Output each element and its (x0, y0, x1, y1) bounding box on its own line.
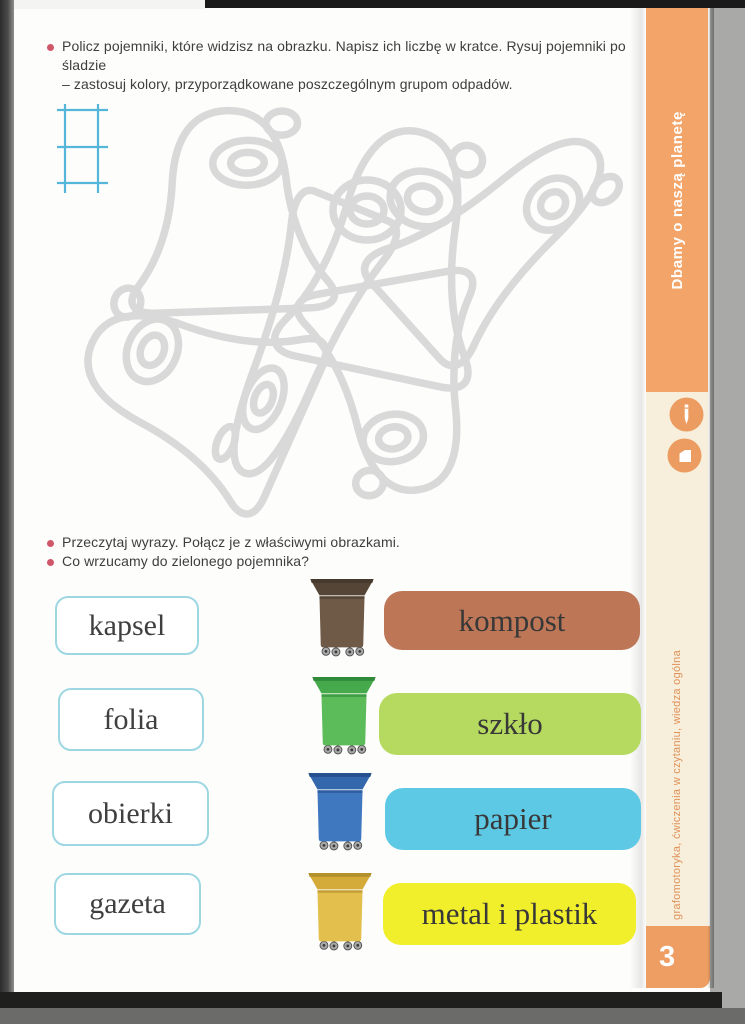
word-label: obierki (88, 796, 173, 830)
label-text: papier (474, 801, 552, 836)
word-label: kapsel (88, 608, 166, 642)
word-label: gazeta (89, 887, 166, 920)
word-box-folia[interactable] (58, 688, 204, 751)
label-szklo[interactable] (379, 693, 641, 755)
label-papier[interactable] (385, 788, 641, 850)
scan-background-bottom (0, 1008, 745, 1024)
word-label: folia (103, 702, 159, 736)
sidebar-footer-text: grafomotoryka, ćwiczenia w czytaniu, wiedza ogólna (671, 650, 683, 920)
bullet-icon (47, 44, 54, 51)
folded-page-icon (667, 438, 702, 473)
label-text: szkło (477, 706, 543, 741)
scan-edge-left (0, 0, 14, 1008)
word-box-kapsel[interactable] (55, 596, 199, 655)
label-text: metal i plastik (421, 896, 598, 931)
bin-tracing-outlines (50, 85, 635, 530)
task1-line1: Policz pojemniki, które widzisz na obrazku. Napisz ich liczbę w kratce. Rysuj pojemniki po śladzie (62, 38, 626, 73)
word-box-gazeta[interactable] (54, 873, 201, 935)
page-number: 3 (659, 940, 676, 973)
label-metal-i-plastik[interactable] (383, 883, 636, 945)
bullet-icon (47, 559, 54, 566)
word-box-obierki[interactable] (52, 781, 209, 846)
green-bin-icon[interactable] (305, 664, 383, 761)
task1-line2: – zastosuj kolory, przyporządkowane poszczególnym grupom odpadów. (62, 76, 513, 92)
label-kompost[interactable] (384, 591, 640, 650)
label-text: kompost (458, 602, 566, 638)
sidebar-footer (646, 650, 708, 920)
scan-corner (13, 0, 205, 9)
task2-line2: Co wrzucamy do zielonego pojemnika? (62, 553, 310, 569)
sidebar-tab (646, 8, 708, 392)
brown-bin-icon[interactable] (303, 566, 381, 663)
task2-line1: Przeczytaj wyrazy. Połącz je z właściwymi obrazkami. (62, 534, 400, 550)
sidebar-tab-title: Dbamy o naszą planetę (668, 110, 686, 290)
page-edge-shadow (708, 8, 714, 988)
bullet-icon (47, 540, 54, 547)
page-number-block (646, 926, 710, 988)
scan-edge-top (205, 0, 745, 8)
yellow-bin-icon[interactable] (301, 860, 379, 957)
pencil-icon (669, 397, 704, 432)
blue-bin-icon[interactable] (301, 760, 379, 857)
